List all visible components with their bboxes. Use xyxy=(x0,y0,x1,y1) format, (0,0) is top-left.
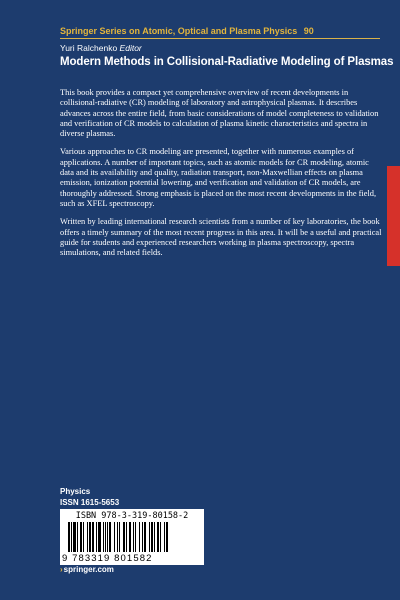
barcode-bar xyxy=(164,522,165,552)
barcode xyxy=(60,509,204,565)
barcode-bar xyxy=(73,522,76,552)
barcode-bar xyxy=(133,522,134,552)
header-rule xyxy=(60,38,380,39)
editor-line xyxy=(60,43,360,53)
barcode-bar xyxy=(105,522,106,552)
barcode-bar xyxy=(126,522,127,552)
barcode-bar xyxy=(89,522,91,552)
blurb-paragraph-2: Various approaches to CR modeling are presented, together with numerous examples of applications. A number of important topics, such as atomic models for CR modeling, atomic data and its availability and quality, radiation transport, non-Maxwellian effects on plasma emission, ionization potential lowering, and verification and validation of CR models, are thoroughly addressed. Strong emphasis is placed on the most recent developments in the field, such as XFEL spectroscopy. xyxy=(60,147,377,208)
series-volume: 90 xyxy=(303,26,314,36)
barcode-bar xyxy=(139,522,140,552)
issn-label: ISSN 1615-5653 xyxy=(60,498,120,507)
barcode-bar xyxy=(157,522,159,552)
book-title: Modern Methods in Collisional-Radiative Modeling of Plasmas xyxy=(60,56,394,68)
barcode-bar xyxy=(144,522,146,552)
barcode-bar xyxy=(98,522,101,552)
red-edge-tab xyxy=(387,166,400,266)
series-line xyxy=(60,26,360,36)
subject-label: Physics xyxy=(60,487,91,496)
barcode-bar xyxy=(129,522,131,552)
barcode-bar xyxy=(87,522,88,552)
blurb-paragraph-3: Written by leading international research scientists from a number of key laboratories, the book offers a timely summary of the most recent progress in this area. It will be a useful and practical guide for students and experienced researchers working in plasma spectroscopy, spectra simulations, and related fields. xyxy=(60,217,382,258)
barcode-bar xyxy=(123,522,125,552)
barcode-bar xyxy=(149,522,150,552)
ean-number: 9 783319 801582 xyxy=(62,553,153,564)
barcode-bar xyxy=(142,522,143,552)
barcode-bar xyxy=(96,522,97,552)
barcode-bar xyxy=(135,522,136,552)
barcode-bar xyxy=(107,522,108,552)
barcode-bar xyxy=(109,522,111,552)
arrow-icon: › xyxy=(60,565,63,574)
blurb xyxy=(60,88,382,266)
blurb-paragraph-1: This book provides a compact yet comprehensive overview of recent developments in collisional-radiative (CR) modeling of laboratory and astrophysical plasmas. It describes advances across the entire field, from basic considerations of model completeness to validation and verification of CR models to calculation of plasma kinetic characteristics and spectra in diverse plasmas. xyxy=(60,88,379,139)
barcode-bar xyxy=(151,522,153,552)
barcode-bar xyxy=(77,522,78,552)
barcode-bar xyxy=(103,522,104,552)
barcode-bar xyxy=(68,522,70,552)
barcode-bar xyxy=(83,522,84,552)
barcode-bar xyxy=(117,522,118,552)
isbn-text: ISBN 978-3-319-80158-2 xyxy=(75,511,189,521)
barcode-bar xyxy=(119,522,120,552)
barcode-bar xyxy=(154,522,155,552)
barcode-bar xyxy=(114,522,115,552)
editor-role: Editor xyxy=(119,43,142,53)
series-name: Springer Series on Atomic, Optical and Plasma Physics xyxy=(60,26,298,36)
publisher-url-text: springer.com xyxy=(63,565,114,574)
barcode-bar xyxy=(80,522,82,552)
barcode-bar xyxy=(92,522,94,552)
barcode-bar xyxy=(71,522,72,552)
editor-name: Yuri Ralchenko xyxy=(60,43,118,53)
publisher-url[interactable] xyxy=(60,565,114,574)
barcode-bar xyxy=(166,522,168,552)
barcode-bars xyxy=(68,522,196,552)
barcode-bar xyxy=(160,522,161,552)
